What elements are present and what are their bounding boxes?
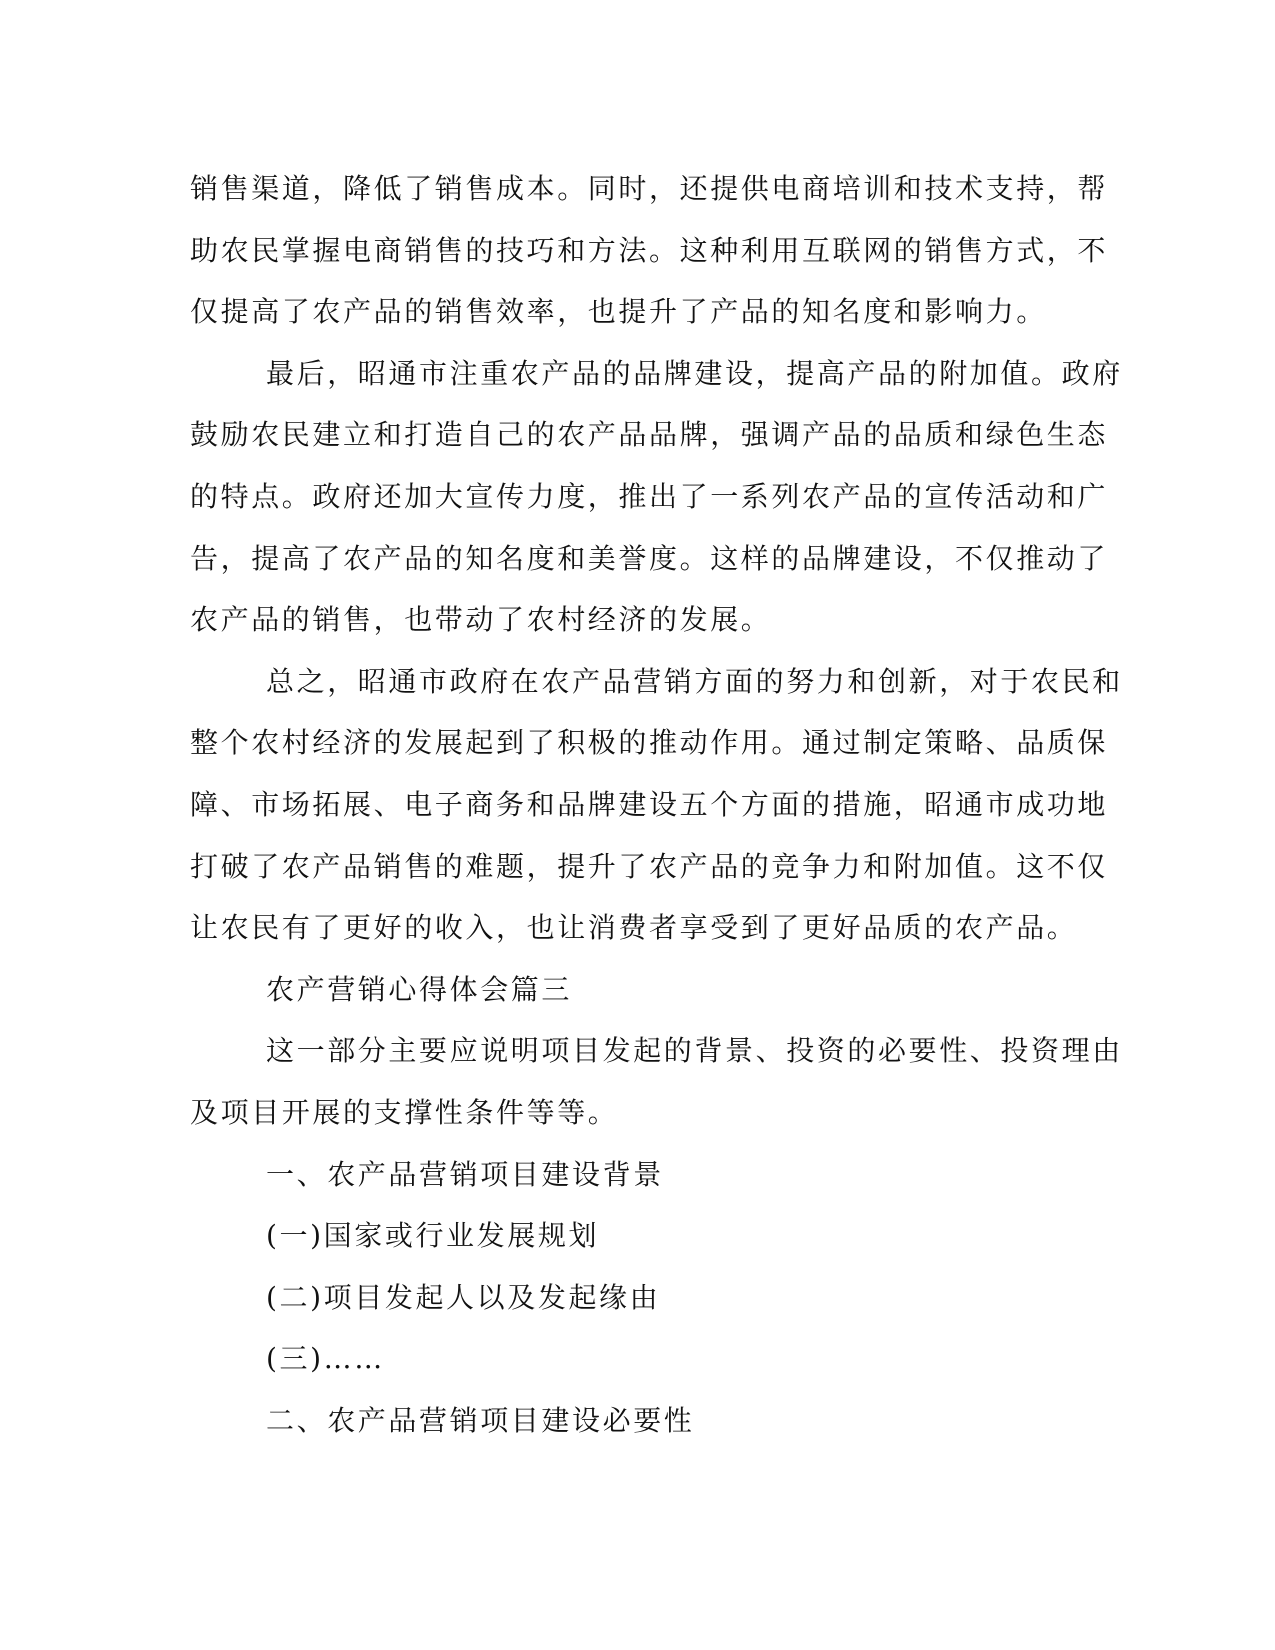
text-line: 二、农产品营销项目建设必要性 [266,1403,695,1437]
text-line: 打破了农产品销售的难题，提升了农产品的竞争力和附加值。这不仅 [190,849,1109,883]
text-line: 告，提高了农产品的知名度和美誉度。这样的品牌建设，不仅推动了 [190,541,1109,575]
text-line: 这一部分主要应说明项目发起的背景、投资的必要性、投资理由 [266,1034,1123,1068]
text-line: 的特点。政府还加大宣传力度，推出了一系列农产品的宣传活动和广 [190,479,1109,513]
list-item-more [190,1328,1080,1390]
text-line: 总之，昭通市政府在农产品营销方面的努力和创新，对于农民和 [266,664,1123,698]
paragraph-section-intro [190,1020,1123,1143]
text-line: 一、农产品营销项目建设背景 [266,1157,664,1191]
list-item-initiator [190,1267,1080,1329]
paragraph-brand-building [190,343,1123,651]
text-line: (三)…… [266,1342,385,1376]
section-title [190,959,1080,1021]
text-line: 仅提高了农产品的销售效率，也提升了产品的知名度和影响力。 [190,295,1047,329]
heading-necessity [190,1390,1080,1452]
text-line: 鼓励农民建立和打造自己的农产品品牌，强调产品的品质和绿色生态 [190,418,1109,452]
text-line: 助农民掌握电商销售的技巧和方法。这种利用互联网的销售方式，不 [190,233,1109,267]
text-line: 整个农村经济的发展起到了积极的推动作用。通过制定策略、品质保 [190,726,1109,760]
text-line: (二)项目发起人以及发起缘由 [266,1280,661,1314]
text-line: 农产品的销售，也带动了农村经济的发展。 [190,603,772,637]
list-item-plan [190,1205,1080,1267]
text-line: 让农民有了更好的收入，也让消费者享受到了更好品质的农产品。 [190,911,1078,945]
paragraph-ecommerce-continued [190,158,1109,343]
paragraph-summary [190,651,1123,959]
document-body [190,158,1123,1451]
text-line: (一)国家或行业发展规划 [266,1219,600,1253]
text-line: 及项目开展的支撑性条件等等。 [190,1095,619,1129]
text-line: 最后，昭通市注重农产品的品牌建设，提高产品的附加值。政府 [266,356,1123,390]
text-line: 销售渠道，降低了销售成本。同时，还提供电商培训和技术支持，帮 [190,172,1109,205]
heading-background [190,1144,1080,1206]
text-line: 农产营销心得体会篇三 [266,972,573,1006]
text-line: 障、市场拓展、电子商务和品牌建设五个方面的措施，昭通市成功地 [190,787,1109,821]
